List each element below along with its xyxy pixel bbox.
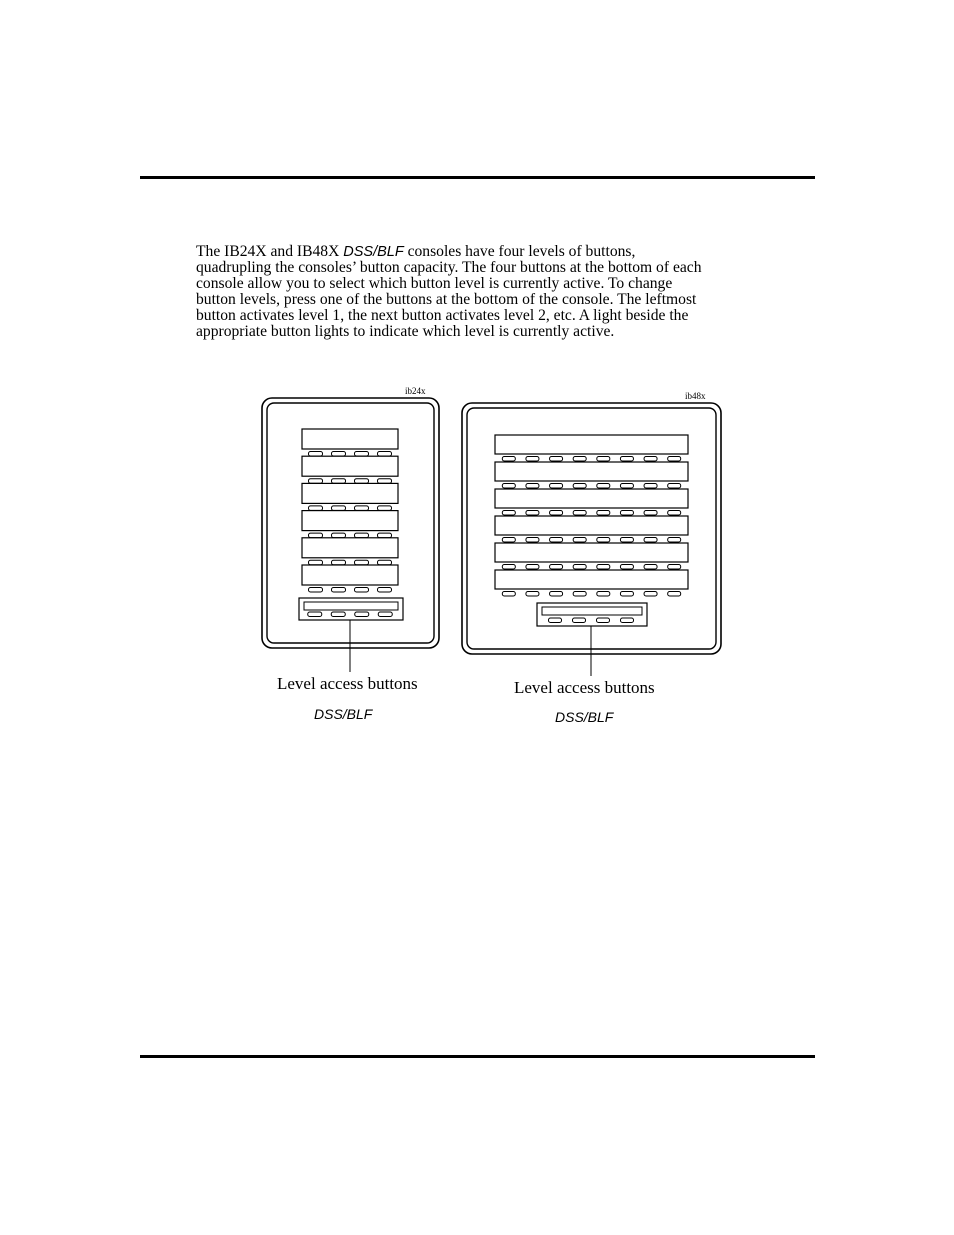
- console-key-button: [644, 592, 657, 597]
- paragraph-line-1: The IB24X and IB48X DSS/BLF consoles have four levels of buttons,: [196, 243, 636, 260]
- console-key-button: [308, 612, 322, 617]
- console-key-button: [668, 484, 681, 489]
- paragraph-line-6: appropriate button lights to indicate which level is currently active.: [196, 323, 615, 340]
- paragraph-line-3: console allow you to select which button level is currently active. To change: [196, 275, 673, 292]
- console-key-button: [644, 511, 657, 516]
- console-key-button: [597, 592, 610, 597]
- console-key-button: [502, 565, 515, 570]
- paragraph-line-4: button levels, press one of the buttons at the bottom of the console. The leftmost: [196, 291, 697, 308]
- console-key-button: [526, 457, 539, 462]
- console-key-button: [355, 506, 369, 511]
- console-key-button: [378, 452, 392, 457]
- console-key-button: [378, 560, 392, 565]
- ib48x-caption: Level access buttons: [514, 678, 655, 697]
- console-key-button: [332, 588, 346, 593]
- level-indicator-strip: [304, 602, 398, 610]
- console-key-button: [309, 533, 323, 538]
- console-key-button: [332, 479, 346, 484]
- console-key-button: [502, 538, 515, 543]
- console-key-button: [620, 511, 633, 516]
- console-key-button: [526, 511, 539, 516]
- console-key-button: [332, 560, 346, 565]
- label-strip: [495, 516, 688, 535]
- console-key-button: [620, 565, 633, 570]
- footer-rule: [140, 1055, 815, 1058]
- console-key-button: [573, 484, 586, 489]
- console-key-button: [550, 592, 563, 597]
- ib48x-id-label: ib48x: [685, 391, 706, 401]
- console-key-button: [668, 511, 681, 516]
- console-key-button: [378, 479, 392, 484]
- paragraph-line-5: button activates level 1, the next button activates level 2, etc. A light beside the: [196, 307, 689, 324]
- console-key-button: [502, 484, 515, 489]
- label-strip: [495, 435, 688, 454]
- console-key-button: [309, 506, 323, 511]
- console-key-button: [620, 457, 633, 462]
- console-key-button: [597, 511, 610, 516]
- console-key-button: [597, 538, 610, 543]
- console-key-button: [573, 511, 586, 516]
- console-key-button: [620, 484, 633, 489]
- console-key-button: [620, 538, 633, 543]
- console-key-button: [644, 565, 657, 570]
- console-key-button: [309, 588, 323, 593]
- label-strip: [302, 538, 398, 558]
- label-strip: [495, 462, 688, 481]
- console-key-button: [502, 592, 515, 597]
- console-key-button: [620, 592, 633, 597]
- console-key-button: [502, 457, 515, 462]
- console-key-button: [550, 484, 563, 489]
- console-key-button: [597, 618, 610, 623]
- console-key-button: [355, 479, 369, 484]
- label-strip: [302, 429, 398, 449]
- console-key-button: [644, 484, 657, 489]
- console-key-button: [597, 484, 610, 489]
- ib48x-console: [462, 403, 721, 676]
- ib24x-subcaption: DSS/BLF: [314, 706, 373, 722]
- console-key-button: [550, 538, 563, 543]
- console-key-button: [309, 560, 323, 565]
- console-key-button: [378, 612, 392, 617]
- ib24x-console: [262, 398, 439, 672]
- console-key-button: [378, 533, 392, 538]
- console-key-button: [332, 452, 346, 457]
- label-strip: [302, 483, 398, 503]
- console-key-button: [597, 457, 610, 462]
- ib24x-id-label: ib24x: [405, 386, 426, 396]
- label-strip: [302, 456, 398, 476]
- label-strip: [495, 489, 688, 508]
- console-key-button: [332, 533, 346, 538]
- paragraph-line-2: quadrupling the consoles’ button capacity. The four buttons at the bottom of each: [196, 259, 702, 276]
- console-key-button: [644, 538, 657, 543]
- label-strip: [302, 565, 398, 585]
- console-key-button: [668, 538, 681, 543]
- level-indicator-strip: [542, 607, 642, 615]
- console-key-button: [355, 533, 369, 538]
- label-strip: [495, 543, 688, 562]
- console-key-button: [355, 588, 369, 593]
- console-key-button: [597, 565, 610, 570]
- console-key-button: [526, 565, 539, 570]
- console-key-button: [573, 618, 586, 623]
- console-key-button: [355, 452, 369, 457]
- console-key-button: [309, 452, 323, 457]
- console-key-button: [668, 565, 681, 570]
- console-key-button: [550, 511, 563, 516]
- ib48x-subcaption: DSS/BLF: [555, 709, 614, 725]
- console-key-button: [309, 479, 323, 484]
- console-key-button: [502, 511, 515, 516]
- console-key-button: [644, 457, 657, 462]
- console-key-button: [573, 565, 586, 570]
- dss-blf-term: DSS/BLF: [343, 244, 404, 260]
- console-key-button: [526, 484, 539, 489]
- console-key-button: [549, 618, 562, 623]
- console-key-button: [332, 506, 346, 511]
- console-key-button: [668, 457, 681, 462]
- console-key-button: [378, 506, 392, 511]
- console-key-button: [621, 618, 634, 623]
- console-key-button: [378, 588, 392, 593]
- console-key-button: [331, 612, 345, 617]
- console-key-button: [573, 457, 586, 462]
- console-key-button: [573, 592, 586, 597]
- label-strip: [302, 511, 398, 531]
- console-key-button: [550, 457, 563, 462]
- ib24x-caption: Level access buttons: [277, 674, 418, 693]
- console-key-button: [355, 560, 369, 565]
- console-key-button: [526, 592, 539, 597]
- console-key-button: [550, 565, 563, 570]
- console-key-button: [573, 538, 586, 543]
- console-key-button: [526, 538, 539, 543]
- label-strip: [495, 570, 688, 589]
- console-key-button: [668, 592, 681, 597]
- console-key-button: [355, 612, 369, 617]
